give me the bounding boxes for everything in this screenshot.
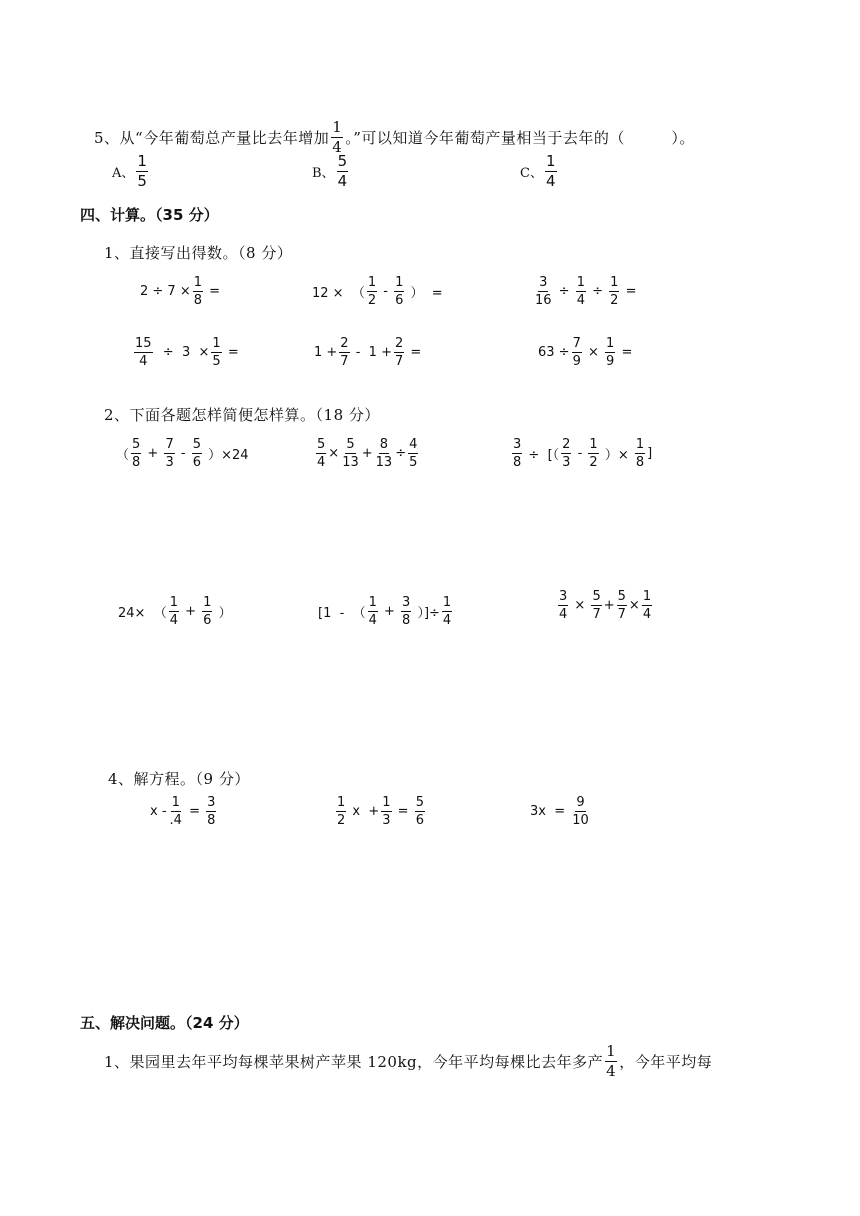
fraction — [415, 796, 425, 827]
fraction-denominator: 3 — [382, 813, 391, 828]
fraction-denominator: 7 — [340, 354, 349, 369]
math-text: ] — [647, 446, 653, 461]
math-text: ） = — [406, 286, 443, 301]
fraction-denominator: 8 — [635, 455, 645, 470]
option-a — [112, 154, 150, 189]
oral-item-2 — [312, 276, 443, 307]
fraction-numerator: 1 — [635, 437, 645, 452]
fraction-numerator: 5 — [192, 437, 201, 452]
math-text: = — [406, 345, 422, 360]
fraction-numerator: 1 — [576, 275, 585, 290]
fraction — [561, 438, 571, 469]
math-text: × — [328, 446, 340, 461]
math-text: 2 ÷ 7 × — [140, 284, 191, 299]
fraction-numerator: 5 — [337, 152, 348, 170]
fraction-numerator: 7 — [572, 336, 581, 351]
fraction-numerator: 3 — [539, 275, 548, 290]
math-text: ÷ — [554, 284, 574, 299]
option-b — [312, 154, 350, 189]
math-text: = — [205, 284, 221, 299]
sub-4-title: 4、解方程。（9 分） — [108, 770, 250, 788]
section-5-title: 五、解决问题。（24 分） — [80, 1014, 249, 1032]
simplify-item-1 — [116, 438, 249, 469]
fraction-denominator: 6 — [415, 813, 424, 828]
q5-text-post: 。”可以知道今年葡萄产量相当于去年的（ ）。 — [345, 129, 695, 147]
math-text: = — [621, 284, 637, 299]
math-text: - 1 + — [351, 345, 392, 360]
fraction-numerator: 1 — [395, 275, 404, 290]
fraction-denominator: 13 — [375, 455, 393, 470]
fraction-denominator: .4 — [169, 813, 182, 828]
fraction-numerator: 9 — [576, 795, 585, 810]
fraction — [576, 276, 586, 307]
fraction-denominator: 5 — [212, 354, 221, 369]
fraction-denominator: 4 — [559, 607, 568, 622]
fraction-denominator: 13 — [342, 455, 359, 470]
fraction-numerator: 1 — [382, 795, 391, 810]
fraction-denominator: 5 — [137, 172, 147, 190]
math-text: A、 — [112, 166, 135, 181]
fraction-denominator: 2 — [367, 293, 377, 308]
fraction-numerator: 1 — [193, 275, 203, 290]
fraction-denominator: 5 — [409, 455, 418, 470]
fraction-denominator: 8 — [402, 613, 411, 628]
fraction — [512, 438, 522, 469]
fraction-denominator: 4 — [332, 138, 343, 156]
math-text: 24× （ — [118, 606, 167, 621]
fraction-numerator: 1 — [171, 795, 180, 810]
fraction — [131, 438, 141, 469]
equation-2 — [334, 796, 427, 827]
fraction-denominator: 4 — [317, 455, 326, 470]
fraction — [367, 276, 377, 307]
math-text: ÷ [（ — [524, 448, 560, 463]
fraction-numerator: 1 — [610, 275, 619, 290]
fraction — [381, 796, 391, 827]
fraction-denominator: 9 — [606, 354, 615, 369]
fraction-numerator: 3 — [207, 795, 216, 810]
fraction-numerator: 5 — [617, 589, 626, 604]
math-text: - — [176, 446, 190, 461]
fraction — [591, 590, 601, 621]
oral-item-4 — [132, 337, 239, 368]
fraction-numerator: 1 — [337, 795, 346, 810]
math-text: 3x = — [530, 804, 570, 819]
fraction-denominator: 4 — [576, 293, 585, 308]
fraction-denominator: 9 — [572, 354, 581, 369]
math-text: + — [361, 446, 373, 461]
fraction-denominator: 8 — [207, 813, 216, 828]
fraction-denominator: 7 — [592, 607, 601, 622]
simplify-item-4 — [118, 596, 232, 627]
math-text: ）]÷ — [413, 606, 440, 621]
fraction — [558, 590, 568, 621]
simplify-item-3 — [510, 438, 652, 469]
math-text: + — [603, 598, 615, 613]
fraction — [368, 596, 378, 627]
math-text: + — [143, 446, 163, 461]
fraction-denominator: 2 — [337, 813, 346, 828]
math-text: 1 + — [314, 345, 338, 360]
fraction-denominator: 8 — [193, 293, 203, 308]
fraction-numerator: 3 — [559, 589, 568, 604]
fraction-numerator: 1 — [606, 1042, 617, 1060]
fraction — [635, 438, 645, 469]
fraction-numerator: 1 — [203, 595, 212, 610]
fraction — [169, 596, 179, 627]
fraction-numerator: 2 — [394, 336, 404, 351]
math-text: = — [393, 804, 413, 819]
fraction-denominator: 2 — [589, 455, 598, 470]
math-text: ÷ — [588, 284, 608, 299]
fraction — [375, 438, 394, 469]
fraction — [401, 596, 411, 627]
fraction — [394, 337, 404, 368]
fraction-numerator: 2 — [562, 437, 571, 452]
math-text: ÷ 3 × — [154, 345, 210, 360]
sub-1-title: 1、直接写出得数。（8 分） — [104, 244, 293, 262]
fraction — [337, 154, 349, 189]
problem-1-text-pre: 1、果园里去年平均每棵苹果树产苹果 120kg，今年平均每棵比去年多产 — [104, 1053, 604, 1071]
fraction-denominator: 6 — [192, 455, 201, 470]
fraction — [316, 438, 326, 469]
math-text: + — [180, 604, 201, 619]
math-text: + — [379, 604, 400, 619]
fraction-denominator: 8 — [513, 455, 522, 470]
fraction-denominator: 7 — [617, 607, 626, 622]
fraction — [534, 276, 553, 307]
fraction — [571, 796, 590, 827]
fraction-denominator: 4 — [169, 613, 178, 628]
fraction — [617, 590, 627, 621]
math-text: ） — [214, 606, 232, 621]
fraction — [442, 596, 452, 627]
math-text: ）×24 — [204, 448, 249, 463]
fraction — [202, 596, 212, 627]
fraction-numerator: 5 — [346, 437, 355, 452]
fraction-numerator: 1 — [367, 275, 377, 290]
question-5 — [94, 120, 695, 155]
sub-2-title: 2、下面各题怎样简便怎样算。（18 分） — [104, 406, 380, 424]
fraction-denominator: 4 — [545, 172, 556, 190]
oral-item-3 — [532, 276, 636, 307]
fraction-numerator: 1 — [368, 595, 377, 610]
math-text: = — [184, 804, 205, 819]
math-text: × — [583, 345, 604, 360]
fraction — [134, 337, 153, 368]
math-text: ÷ — [395, 446, 407, 461]
math-text: ）× — [600, 448, 633, 463]
math-text: x + — [348, 804, 380, 819]
math-text: x - — [150, 804, 167, 819]
fraction-numerator: 4 — [409, 437, 418, 452]
math-text: - — [573, 446, 587, 461]
problem-1-fraction — [605, 1044, 617, 1079]
fraction — [164, 438, 174, 469]
fraction — [642, 590, 652, 621]
math-text: 12 × （ — [312, 286, 365, 301]
fraction-numerator: 3 — [513, 437, 522, 452]
math-text: = — [617, 345, 633, 360]
fraction-numerator: 3 — [402, 595, 411, 610]
math-text: B、 — [312, 166, 335, 181]
simplify-item-5 — [318, 596, 454, 627]
fraction — [169, 796, 183, 827]
fraction-denominator: 8 — [132, 455, 141, 470]
fraction — [588, 438, 598, 469]
fraction — [136, 154, 148, 189]
fraction — [572, 337, 582, 368]
fraction — [605, 337, 615, 368]
fraction-denominator: 7 — [394, 354, 404, 369]
section-4-title: 四、计算。（35 分） — [80, 206, 219, 224]
fraction-denominator: 4 — [337, 172, 348, 190]
fraction — [206, 796, 216, 827]
equation-1 — [150, 796, 218, 827]
math-text: C、 — [520, 166, 543, 181]
fraction-numerator: 1 — [642, 589, 652, 604]
fraction-denominator: 4 — [606, 1062, 617, 1080]
fraction-numerator: 5 — [415, 795, 424, 810]
simplify-item-2 — [314, 438, 420, 469]
fraction-denominator: 4 — [442, 613, 452, 628]
fraction-numerator: 1 — [332, 118, 343, 136]
math-text: - — [379, 284, 393, 299]
fraction-numerator: 7 — [165, 437, 174, 452]
fraction-numerator: 1 — [589, 437, 598, 452]
simplify-item-6 — [556, 590, 654, 621]
math-text: = — [223, 345, 239, 360]
fraction-denominator: 3 — [562, 455, 571, 470]
fraction — [193, 276, 203, 307]
fraction-numerator: 1 — [137, 152, 147, 170]
fraction-numerator: 5 — [132, 437, 141, 452]
fraction-denominator: 2 — [610, 293, 619, 308]
math-text: × — [570, 598, 590, 613]
fraction-numerator: 1 — [606, 336, 615, 351]
equation-3 — [530, 796, 592, 827]
math-text: 63 ÷ — [538, 345, 570, 360]
fraction-denominator: 16 — [535, 293, 552, 308]
fraction — [192, 438, 202, 469]
oral-item-5 — [314, 337, 421, 368]
fraction-numerator: 5 — [317, 437, 326, 452]
problem-1 — [104, 1044, 712, 1079]
fraction — [609, 276, 619, 307]
fraction-numerator: 2 — [340, 336, 349, 351]
oral-item-6 — [538, 337, 632, 368]
fraction — [336, 796, 346, 827]
fraction-denominator: 6 — [395, 293, 404, 308]
fraction-numerator: 1 — [212, 336, 221, 351]
fraction-denominator: 4 — [642, 607, 652, 622]
fraction — [408, 438, 418, 469]
fraction-numerator: 1 — [442, 595, 452, 610]
math-text: × — [628, 598, 640, 613]
fraction-denominator: 6 — [203, 613, 212, 628]
q5-text-pre: 5、从“今年葡萄总产量比去年增加 — [94, 129, 330, 147]
fraction-numerator: 1 — [545, 152, 556, 170]
fraction — [339, 337, 349, 368]
oral-item-1 — [140, 276, 220, 307]
fraction-numerator: 1 — [169, 595, 178, 610]
fraction-numerator: 5 — [592, 589, 601, 604]
fraction-numerator: 8 — [379, 437, 389, 452]
fraction — [545, 154, 557, 189]
fraction-denominator: 3 — [165, 455, 174, 470]
fraction-denominator: 4 — [139, 354, 148, 369]
math-text: （ — [116, 448, 130, 463]
fraction — [341, 438, 360, 469]
q5-fraction — [331, 120, 343, 155]
fraction-denominator: 10 — [572, 813, 589, 828]
problem-1-text-post: ，今年平均每 — [619, 1053, 713, 1071]
fraction-numerator: 15 — [135, 336, 152, 351]
option-c — [520, 154, 559, 189]
fraction-denominator: 4 — [368, 613, 377, 628]
math-text: [1 - （ — [318, 606, 366, 621]
fraction — [394, 276, 404, 307]
fraction — [211, 337, 221, 368]
